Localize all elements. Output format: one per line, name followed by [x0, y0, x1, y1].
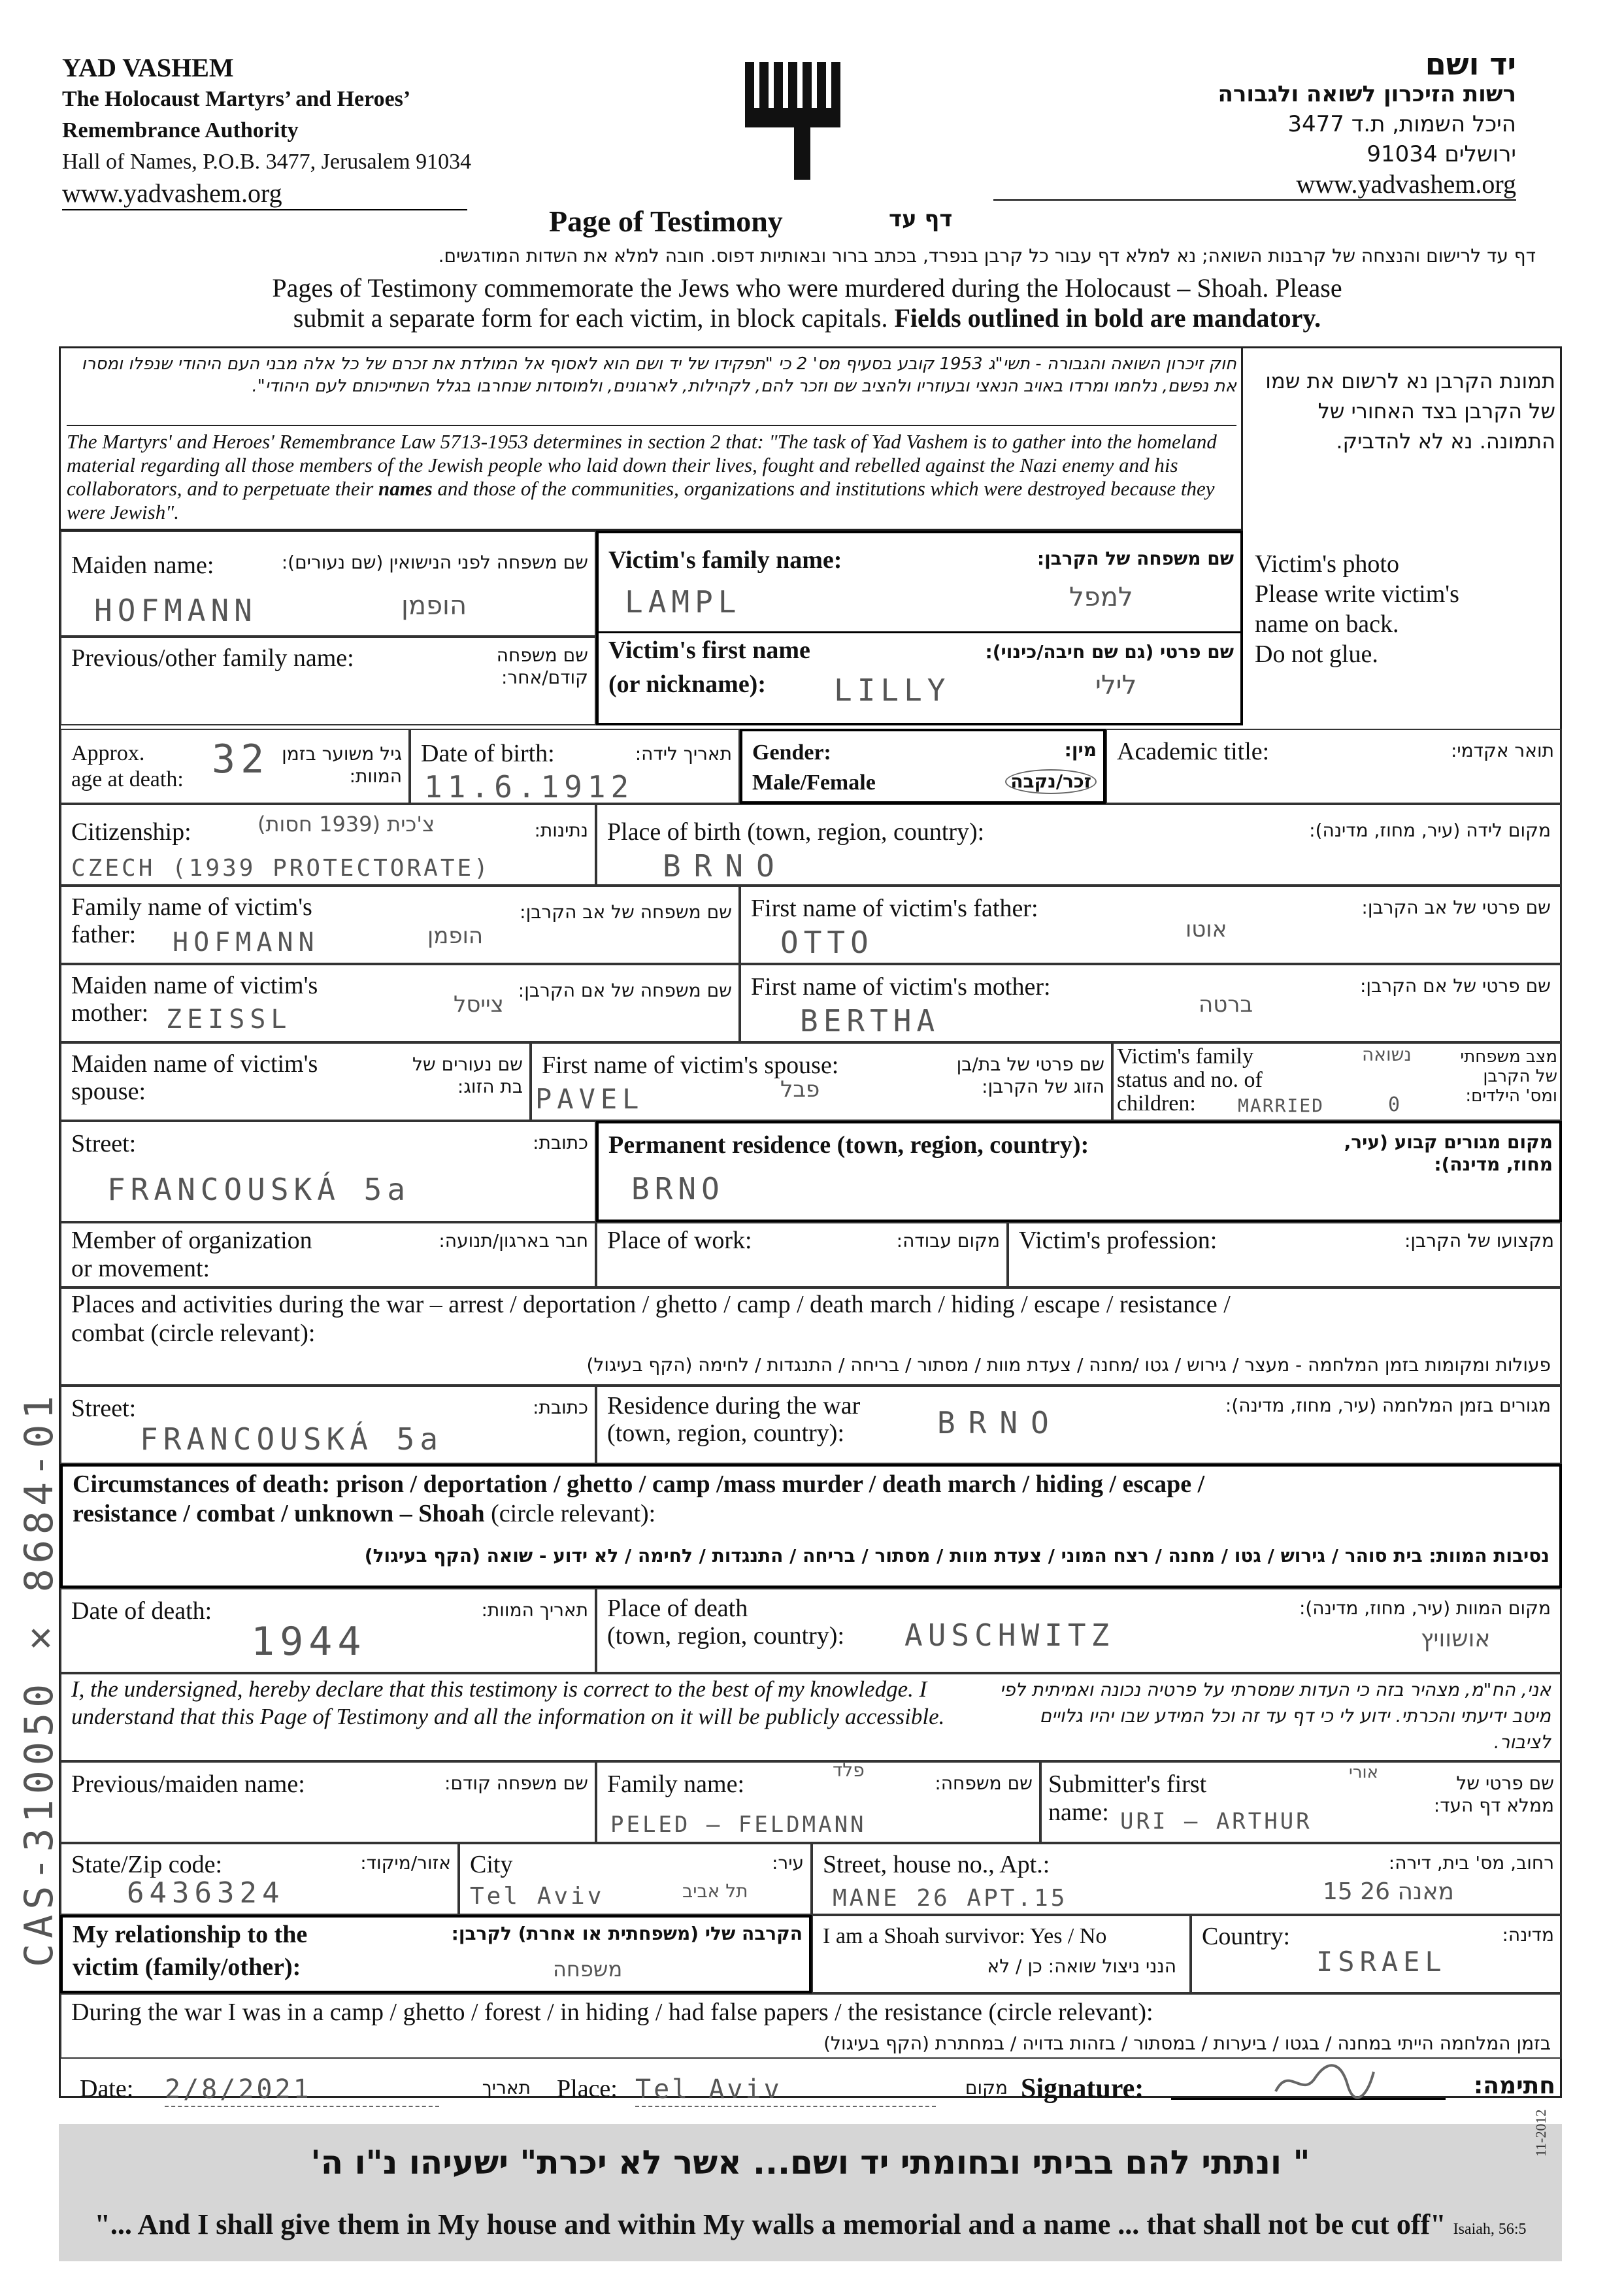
- maiden-name-cell[interactable]: [60, 531, 596, 637]
- circumstances-cell[interactable]: [60, 1464, 1562, 1588]
- submitter-street-cell[interactable]: [812, 1843, 1562, 1915]
- first-name-value: LILLY: [834, 673, 951, 708]
- relationship-label2: victim (family/other):: [73, 1953, 301, 1981]
- zip-label-he: אזור/מיקוד:: [360, 1852, 451, 1874]
- submitter-family-label: Family name:: [607, 1770, 745, 1798]
- place-label: Place:: [557, 2075, 618, 2102]
- residence-cell[interactable]: [596, 1121, 1562, 1222]
- date-death-value: 1944: [251, 1619, 367, 1665]
- signature-scribble-icon: [1269, 2059, 1380, 2104]
- age-label2: age at death:: [71, 767, 184, 791]
- intro-en-2: submit a separate form for each victim, in block capitals.: [293, 303, 888, 333]
- mother-first-label-he: שם פרטי של אם הקרבן:: [1360, 975, 1551, 997]
- city-label-he: עיר:: [771, 1852, 804, 1874]
- family-name-value: LAMPL: [625, 584, 742, 620]
- quote-hebrew: " ונתתי להם בביתי ובחומתי יד ושם... אשר לא יכרת" ישעיהו נ"ו ה': [310, 2144, 1310, 2182]
- quote-english: [59, 2208, 1562, 2241]
- date-label: Date:: [80, 2075, 134, 2102]
- org-sub-he: רשות הזיכרון לשואה ולגבורה: [1218, 81, 1516, 107]
- gender-label-he2: [992, 769, 1097, 794]
- mother-maiden-label2: mother:: [71, 999, 149, 1027]
- page-title-en: Page of Testimony: [549, 205, 783, 238]
- relationship-cell[interactable]: [60, 1915, 812, 1993]
- citizenship-cell[interactable]: [60, 804, 596, 886]
- mother-maiden-value-he: צייסל: [454, 991, 504, 1018]
- yad-vashem-logo-icon: [732, 56, 850, 186]
- circumstances-label2: resistance / combat / unknown – Shoah: [73, 1500, 485, 1527]
- spouse-first-value: PAVEL: [535, 1083, 644, 1115]
- signature-label: Signature:: [1021, 2074, 1144, 2104]
- war-places-cell[interactable]: [60, 1287, 1562, 1386]
- submitter-family-value: PELED – FELDMANN: [610, 1812, 867, 1838]
- org-name-en: YAD VASHEM: [62, 53, 234, 82]
- law-en-2: and those of the communities, organizations and institutions which were destroyed because they were Jewish".: [67, 477, 1215, 523]
- url-en[interactable]: www.yadvashem.org: [62, 178, 467, 210]
- submitter-first-cell[interactable]: [1040, 1761, 1562, 1843]
- spouse-first-label: First name of victim's spouse:: [542, 1052, 839, 1079]
- mother-maiden-value: ZEISSL: [166, 1005, 292, 1035]
- place-death-label2: (town, region, country):: [607, 1622, 845, 1650]
- declaration-cell: [60, 1673, 1562, 1761]
- war-places-label2: combat (circle relevant):: [71, 1320, 316, 1347]
- war-places-label: Places and activities during the war – arrest / deportation / ghetto / camp / death march / hiding / escape / resistance /: [71, 1291, 1231, 1318]
- gender-label: Gender:: [752, 740, 831, 765]
- mother-first-cell[interactable]: [740, 964, 1562, 1042]
- submitter-prev-label: Previous/maiden name:: [71, 1770, 305, 1798]
- family-status-label3: children:: [1117, 1091, 1196, 1116]
- age-label: Approx.: [71, 741, 145, 765]
- father-family-label-he: שם משפחה של אב הקרבן:: [520, 901, 732, 923]
- circumstances-label: Circumstances of death: prison / deportation / ghetto / camp /mass murder / death march / hiding / escape /: [73, 1470, 1205, 1498]
- spouse-maiden-label: Maiden name of victim's: [71, 1050, 318, 1078]
- city-value: Tel Aviv: [470, 1883, 605, 1910]
- spouse-maiden-label-he: שם נעורים של בת הזוג:: [412, 1054, 523, 1097]
- date-death-label-he: תאריך המוות:: [481, 1599, 588, 1621]
- family-name-cell[interactable]: [596, 531, 1243, 725]
- date-value[interactable]: 2/8/2021: [165, 2073, 439, 2107]
- street-cell[interactable]: [60, 1121, 596, 1222]
- profession-cell[interactable]: [1008, 1222, 1562, 1287]
- law-en-bold: names: [378, 477, 433, 500]
- academic-label-he: תואר אקדמי:: [1450, 740, 1554, 761]
- photo-en-4: Do not glue.: [1255, 640, 1378, 668]
- photo-note-hebrew: תמונת הקרבן נא לרשום את שמו של הקרבן בצד האחורי של התמונה. נא לא להדביק.: [1265, 369, 1555, 454]
- country-cell[interactable]: [1191, 1915, 1562, 1993]
- intro-en-bold: Fields outlined in bold are mandatory.: [894, 303, 1321, 333]
- side-handwritten-note: CAS-310050 ✕ 8684-01: [16, 1390, 62, 1967]
- mother-first-label: First name of victim's mother:: [751, 973, 1051, 1001]
- citizenship-label: Citizenship:: [71, 818, 191, 846]
- dob-value: 11.6.1912: [424, 769, 635, 805]
- place-death-cell[interactable]: [596, 1588, 1562, 1673]
- profession-label-he: מקצועו של הקרבן:: [1404, 1230, 1554, 1252]
- city-label: City: [470, 1851, 513, 1878]
- father-first-cell[interactable]: [740, 886, 1562, 964]
- war-street-value: FRANCOUSKÁ 5a: [140, 1421, 444, 1457]
- place-death-value: AUSCHWITZ: [904, 1618, 1115, 1653]
- submitter-family-label-he: שם משפחה:: [935, 1772, 1033, 1794]
- circumstances-label2-wrap: [73, 1499, 655, 1528]
- submitter-street-value-he: מאנה 26 15: [1323, 1878, 1454, 1905]
- first-name-label2: (or nickname):: [608, 671, 766, 698]
- residence-label-he: מקום מגורים קבוע (עיר, מחוז, מדינה):: [1344, 1131, 1553, 1175]
- member-org-label-he: חבר בארגון/תנועה:: [439, 1230, 588, 1252]
- spouse-first-label-he: שם פרטי של בת/בן הזוג של הקרבן:: [956, 1054, 1104, 1097]
- intro-hebrew: דף עד לרישום והנצחה של קרבנות השואה; נא למלא דף עבור כל קרבן בנפרד, בכתב ברור ובאותיות דפוס. חובה למלא את השדות המודגשים.: [438, 245, 1536, 267]
- mother-first-value-he: ברטה: [1199, 991, 1253, 1018]
- children-count: 0: [1388, 1093, 1406, 1116]
- age-label-he: גיל משוער בזמן המוות:: [282, 743, 402, 787]
- address-en: Hall of Names, P.O.B. 3477, Jerusalem 91034: [62, 150, 472, 174]
- place-work-label: Place of work:: [607, 1227, 752, 1254]
- place-label-he: מקום: [965, 2077, 1008, 2099]
- relationship-value-he: משפחה: [553, 1957, 623, 1982]
- quote-source: Isaiah, 56:5: [1453, 2221, 1527, 2238]
- intro-en-1: Pages of Testimony commemorate the Jews who were murdered during the Holocaust – Shoah. Please: [272, 273, 1342, 303]
- profession-label: Victim's profession:: [1019, 1227, 1218, 1254]
- spouse-maiden-label2: spouse:: [71, 1078, 146, 1105]
- first-name-label-he: שם פרטי (גם שם חיבה/כינוי):: [985, 641, 1234, 663]
- submitter-family-value-he: פלד: [833, 1759, 865, 1781]
- war-residence-label: Residence during the war: [607, 1392, 861, 1420]
- dob-label-he: תאריך לידה:: [635, 743, 732, 765]
- first-name-label: Victim's first name: [608, 637, 810, 664]
- father-first-label: First name of victim's father:: [751, 895, 1038, 922]
- submitter-first-value: URI – ARTHUR: [1120, 1808, 1312, 1835]
- gender-label2: Male/Female: [752, 771, 876, 795]
- family-name-value-he: למפל: [1069, 582, 1133, 612]
- submitter-family-cell[interactable]: [596, 1761, 1040, 1843]
- mother-first-value: BERTHA: [800, 1003, 940, 1038]
- member-org-cell[interactable]: [60, 1222, 596, 1287]
- birthplace-label-he: מקום לידה (עיר, מחוז, מדינה):: [1309, 820, 1551, 841]
- maiden-name-value: HOFMANN: [94, 593, 257, 628]
- birthplace-cell[interactable]: [596, 804, 1562, 886]
- gender-label-he: מין:: [1064, 739, 1097, 761]
- maiden-name-value-he: הופמן: [401, 591, 467, 621]
- relationship-label-he: הקרבה שלי (משפחתית או אחרת) לקרבן:: [451, 1923, 803, 1944]
- declaration-en: I, the undersigned, hereby declare that this testimony is correct to the best of my knowledge. I understand that this Page of Testimony and all the information on it will be publicly accessible.: [71, 1676, 945, 1729]
- father-first-value: OTTO: [780, 925, 874, 960]
- family-status-label: Victim's family: [1117, 1044, 1253, 1069]
- dob-cell[interactable]: [410, 729, 740, 804]
- place-death-label: Place of death: [607, 1595, 748, 1622]
- photo-area[interactable]: [1255, 549, 1555, 669]
- member-org-label: Member of organization: [71, 1227, 312, 1254]
- citizenship-label-he: נתינות:: [534, 820, 588, 841]
- family-name-label-he: שם משפחה של הקרבן:: [1036, 548, 1234, 569]
- submitter-first-label-he: שם פרטי של ממלא דף העד:: [1433, 1772, 1554, 1816]
- org-sub1-en: The Holocaust Martyrs’ and Heroes’: [62, 87, 411, 111]
- street-label: Street:: [71, 1130, 137, 1157]
- family-status-value-he: נשואה: [1362, 1044, 1412, 1065]
- father-family-value: HOFMANN: [173, 927, 320, 957]
- age-cell[interactable]: [60, 729, 410, 804]
- header-english: [62, 52, 585, 211]
- citizenship-value: CZECH (1939 PROTECTORATE): [71, 855, 491, 882]
- address-he-1: היכל השמות, ת.ד 3477: [1287, 111, 1516, 137]
- father-family-label: Family name of victim's: [71, 893, 312, 921]
- city-value-he: תל אביב: [682, 1880, 748, 1902]
- circumstances-label3: (circle relevant):: [491, 1500, 656, 1527]
- gender-circled: זכר/נקבה: [1005, 769, 1097, 794]
- war-places-label-he: פעולות ומקומות בזמן המלחמה - מעצר / גירוש / גטו /מחנה / צעדת מוות / מסתור / בריחה / התנגדות / לחימה (הקף בעיגול): [586, 1354, 1551, 1376]
- date-death-cell[interactable]: [60, 1588, 596, 1673]
- photo-en-3: name on back.: [1255, 610, 1399, 638]
- url-he[interactable]: www.yadvashem.org: [993, 169, 1516, 201]
- street-label-he: כתובת:: [533, 1132, 588, 1154]
- submitter-street-label: Street, house no., Apt.:: [823, 1851, 1050, 1878]
- relationship-label: My relationship to the: [73, 1921, 308, 1948]
- member-org-label2: or movement:: [71, 1255, 210, 1282]
- org-sub2-en: Remembrance Authority: [62, 118, 299, 142]
- submitter-prev-label-he: שם משפחה קודם:: [444, 1772, 588, 1794]
- maiden-name-label-he: שם משפחה לפני הנישואין (שם נעורים):: [281, 552, 588, 573]
- war-street-label-he: כתובת:: [533, 1397, 588, 1418]
- family-name-label: Victim's family name:: [608, 546, 842, 574]
- war-street-label: Street:: [71, 1395, 137, 1422]
- declaration-he: אני, הח"מ, מצהיר בזה כי העדות שמסרתי על פרטיה נכונה ואמיתית לפי מיטב ידיעתי והכרתי. ידוע לי כי דף עד זה וכל המידע שבו יהיו גלויים לציבור.: [999, 1679, 1551, 1753]
- dob-label: Date of birth:: [421, 740, 555, 767]
- zip-value: 6436324: [127, 1876, 285, 1910]
- law-en-1: The Martyrs' and Heroes' Remembrance Law 5713-1953 determines in section 2 that: "The task of Yad Vashem is to gather into the homeland material regarding all those members of the Jewish people who laid down their lives, fought and rebelled against the Nazi enemy and his collaborators, and to perpetuate their: [67, 430, 1217, 500]
- photo-en-1: Victim's photo: [1255, 550, 1399, 578]
- father-first-label-he: שם פרטי של אב הקרבן:: [1361, 897, 1551, 918]
- during-war-cell[interactable]: [60, 1993, 1562, 2059]
- submitter-first-label2: name:: [1048, 1799, 1109, 1826]
- law-block: [60, 348, 1243, 531]
- header-hebrew: [993, 46, 1516, 201]
- submitter-prev-cell[interactable]: [60, 1761, 596, 1843]
- father-family-value-he: הופמן: [427, 923, 484, 949]
- place-value[interactable]: Tel Aviv: [635, 2073, 936, 2107]
- signature-label-he: חתימה:: [1473, 2072, 1555, 2099]
- age-value: 32: [212, 737, 270, 782]
- spouse-first-value-he: פבל: [780, 1076, 820, 1103]
- quote-en-text: "... And I shall give them in My house and within My walls a memorial and a name ... that shall not be cut off": [94, 2208, 1446, 2240]
- form-code: 11-2012: [1533, 2109, 1549, 2157]
- war-residence-value: BRNO: [937, 1405, 1062, 1440]
- previous-family-label-he: שם משפחה קודם/אחר:: [496, 644, 588, 688]
- photo-en-2: Please write victim's: [1255, 580, 1459, 608]
- place-work-cell[interactable]: [596, 1222, 1008, 1287]
- family-status-label2: status and no. of: [1117, 1068, 1263, 1092]
- zip-label: State/Zip code:: [71, 1851, 223, 1878]
- submitter-first-value-he: אורי: [1349, 1763, 1378, 1782]
- war-street-cell[interactable]: [60, 1386, 596, 1464]
- place-death-label-he: מקום המוות (עיר, מחוז, מדינה):: [1299, 1597, 1551, 1619]
- during-war-label-he: בזמן המלחמה הייתי במחנה / בגטו / ביערות / במסתור / בזהות בדויה / במחתרת (הקף בעיגול): [823, 2033, 1551, 2054]
- mother-maiden-cell[interactable]: [60, 964, 740, 1042]
- maiden-name-label: Maiden name:: [71, 552, 214, 579]
- during-war-label: During the war I was in a camp / ghetto / forest / in hiding / had false papers / the resistance (circle relevant):: [71, 1999, 1153, 2026]
- previous-family-cell[interactable]: [60, 637, 596, 725]
- address-he-2: ירושלים 91034: [1367, 141, 1516, 167]
- academic-label: Academic title:: [1117, 738, 1270, 765]
- place-death-value-he: אושוויץ: [1421, 1625, 1491, 1652]
- country-value: ISRAEL: [1316, 1946, 1447, 1978]
- mother-maiden-label-he: שם משפחה של אם הקרבן:: [518, 980, 732, 1001]
- street-value: FRANCOUSKÁ 5a: [107, 1172, 411, 1207]
- org-name-he: יד ושם: [1425, 46, 1516, 82]
- date-label-he: תאריך: [482, 2077, 531, 2099]
- war-residence-label2: (town, region, country):: [607, 1420, 845, 1447]
- survivor-label-he: הנני ניצול שואה: כן / לא: [987, 1955, 1176, 1977]
- circumstances-label-he: נסיבות המוות: בית סוהר / גירוש / גטו / מחנה / רצח המוני / צעדת מוות / מסתור / בריחה / התנגדות / לחימה / לא ידוע - שואה (הקף בעיגול): [364, 1545, 1549, 1567]
- war-residence-label-he: מגורים בזמן המלחמה (עיר, מחוז, מדינה):: [1225, 1395, 1551, 1416]
- citizenship-value-he: צ'כית (1939 חסות): [257, 812, 435, 837]
- residence-label: Permanent residence (town, region, country):: [608, 1131, 1089, 1159]
- father-first-value-he: אוטו: [1185, 916, 1227, 942]
- first-name-value-he: לילי: [1095, 671, 1137, 701]
- zip-cell[interactable]: [60, 1843, 459, 1915]
- date-death-label: Date of death:: [71, 1597, 212, 1625]
- family-status-label-he: מצב משפחתי של הקרבן ומס' הילדים:: [1460, 1047, 1557, 1106]
- law-hebrew: חוק זיכרון השואה והגבורה - תשי"ג 1953 קובע בסעיף מס' 2 כי "תפקידו של יד ושם הוא לאסוף אל המולדת את זכרם של כל אלה מבני העם היהודי שנפלו ומסרו את נפשם, נלחמו ומרדו באויב הנאצי ובעוזריו ולהציב שם וזכר להם, לקהילות, לארגונים, ולמוסדות שנחרבו בגלל השתייכותם לעם היהודי".: [81, 354, 1236, 396]
- spouse-maiden-cell[interactable]: [60, 1042, 531, 1121]
- intro-english: [105, 273, 1510, 333]
- signature-row: [60, 2059, 1562, 2111]
- submitter-street-value: MANE 26 APT.15: [833, 1885, 1068, 1912]
- war-residence-cell[interactable]: [596, 1386, 1562, 1464]
- father-family-cell[interactable]: [60, 886, 740, 964]
- law-english: [67, 425, 1236, 524]
- page-title-he: דף עד: [889, 206, 953, 232]
- birthplace-label: Place of birth (town, region, country):: [607, 818, 985, 846]
- footer-quote-band: [59, 2124, 1562, 2261]
- place-work-label-he: מקום עבודה:: [896, 1230, 1000, 1252]
- country-label: Country:: [1202, 1923, 1291, 1950]
- survivor-cell[interactable]: [812, 1915, 1191, 1993]
- academic-cell[interactable]: [1106, 729, 1562, 804]
- country-label-he: מדינה:: [1502, 1924, 1554, 1946]
- birthplace-value: BRNO: [663, 848, 787, 884]
- family-status-cell[interactable]: [1112, 1042, 1562, 1121]
- submitter-first-label: Submitter's first: [1048, 1770, 1207, 1798]
- survivor-label: I am a Shoah survivor: Yes / No: [823, 1924, 1107, 1948]
- family-status-value: MARRIED: [1238, 1095, 1325, 1116]
- city-cell[interactable]: [459, 1843, 812, 1915]
- mother-maiden-label: Maiden name of victim's: [71, 972, 318, 999]
- gender-cell[interactable]: [740, 729, 1106, 804]
- father-family-label2: father:: [71, 921, 137, 948]
- residence-value: BRNO: [631, 1171, 725, 1206]
- submitter-street-label-he: רחוב, מס' בית, דירה:: [1388, 1852, 1554, 1874]
- previous-family-label: Previous/other family name:: [71, 644, 354, 672]
- spouse-first-cell[interactable]: [531, 1042, 1112, 1121]
